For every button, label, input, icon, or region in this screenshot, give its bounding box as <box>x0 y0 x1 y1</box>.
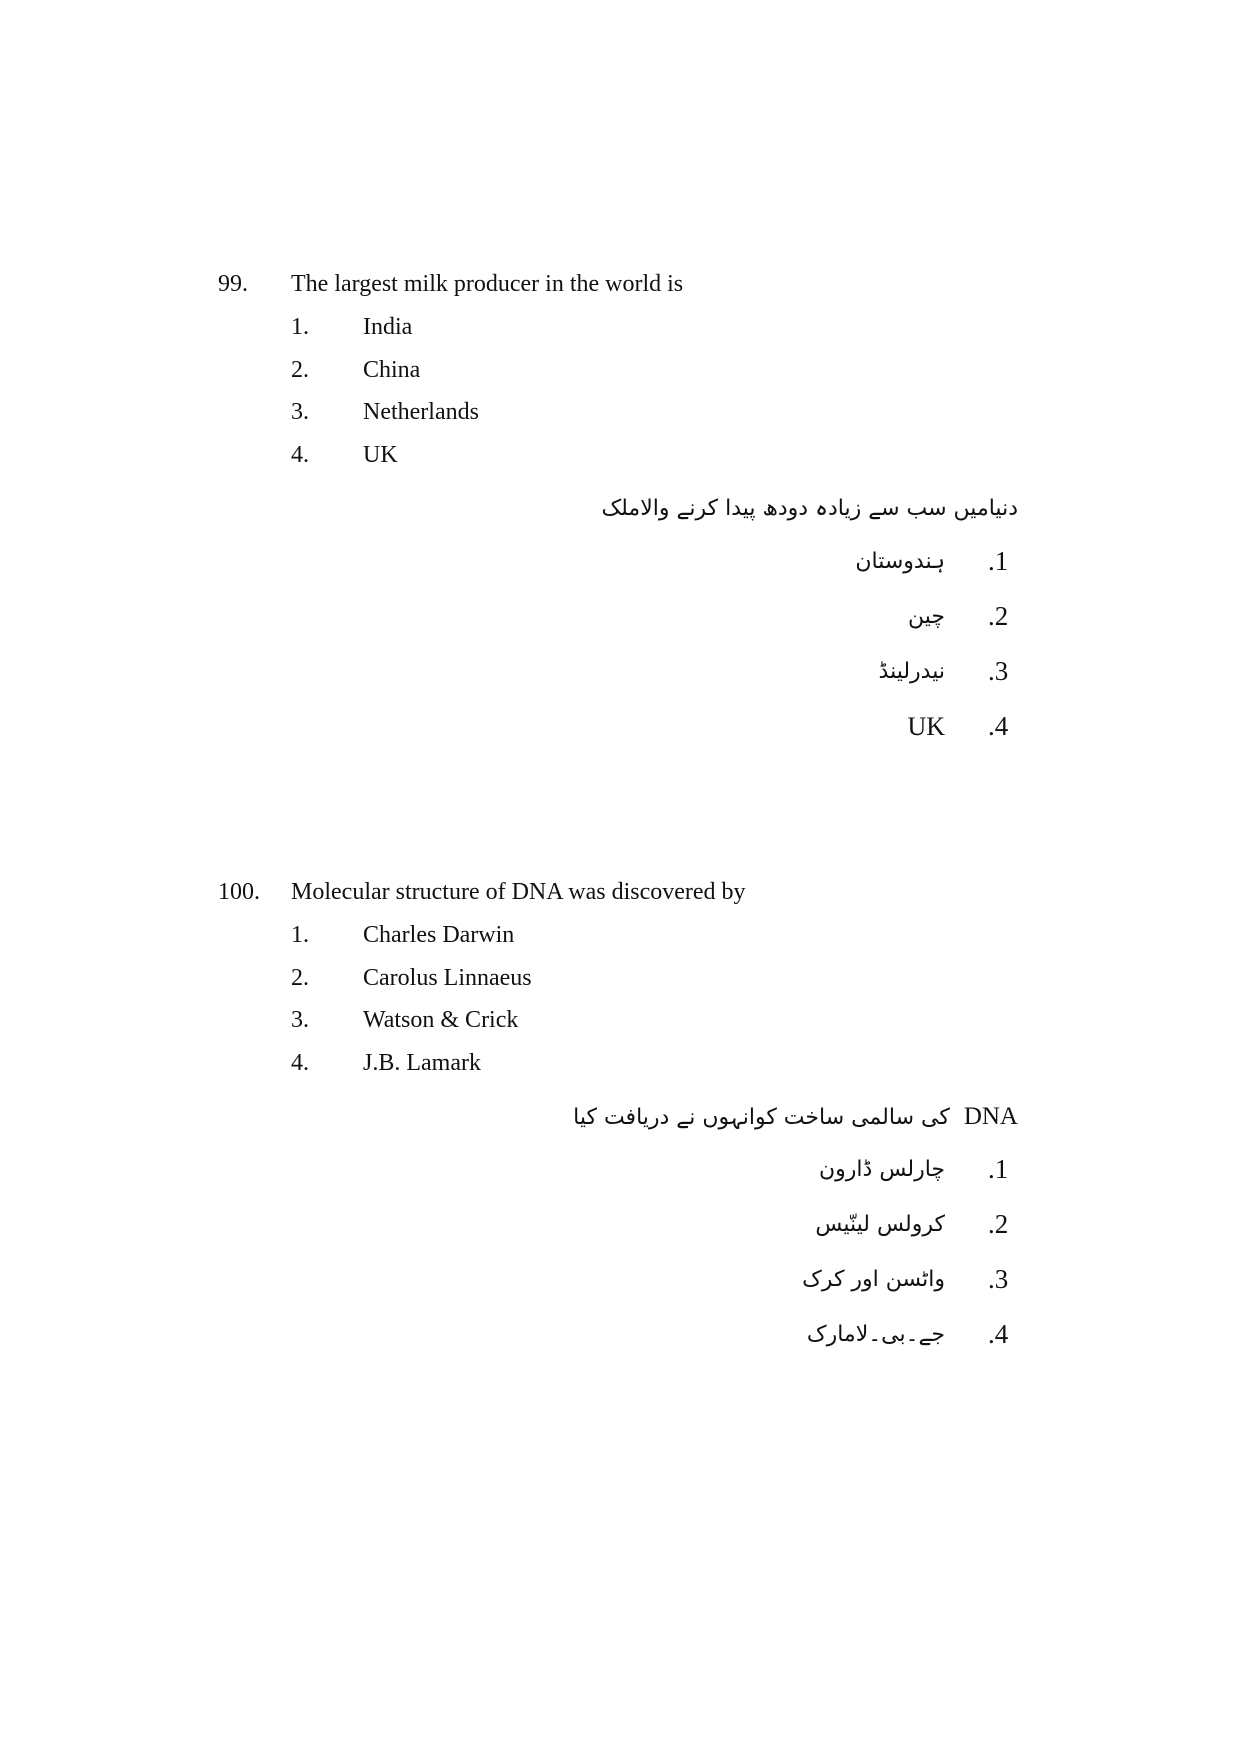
option <box>0 391 1240 434</box>
option-number: 1. <box>291 314 309 340</box>
option-number: 1. <box>291 922 309 948</box>
urdu-option-text: واٹسن اور کرک <box>802 1267 945 1292</box>
urdu-option <box>0 589 1240 644</box>
urdu-option-text: نیدرلینڈ <box>878 659 945 684</box>
option-number: 4. <box>291 1049 309 1076</box>
option <box>0 1042 1240 1085</box>
option <box>0 434 1240 477</box>
urdu-option <box>0 644 1240 699</box>
question-100 <box>0 870 1240 1362</box>
urdu-translation <box>0 1092 1240 1362</box>
option-number: 3. <box>291 1007 309 1033</box>
urdu-option-number: .4 <box>988 1319 1009 1349</box>
urdu-option-number: .4 <box>988 711 1009 741</box>
urdu-question-prefix: DNA <box>963 1103 1018 1130</box>
option-text: India <box>363 314 413 340</box>
urdu-option-text: ہندوستان <box>855 549 945 574</box>
urdu-option-number: .1 <box>988 1154 1009 1184</box>
question-text: The largest milk producer in the world is <box>291 271 684 297</box>
option <box>0 957 1240 1000</box>
option-text: J.B. Lamark <box>363 1049 481 1076</box>
option-number: 2. <box>291 964 309 991</box>
urdu-option-number: .1 <box>988 546 1009 576</box>
urdu-question-text: دنیامیں سب سے زیادہ دودھ پیدا کرنے والاملک <box>601 496 1018 521</box>
urdu-option-text: چین <box>908 604 945 629</box>
question-number: 99. <box>218 271 248 297</box>
question-line <box>0 262 1240 306</box>
question-number: 100. <box>218 879 260 905</box>
urdu-option <box>0 1197 1240 1252</box>
option-text: China <box>363 356 421 383</box>
urdu-question-body: کی سالمی ساخت کوانہوں نے دریافت کیا <box>573 1105 950 1130</box>
urdu-option-number: .3 <box>988 1264 1009 1294</box>
option-text: Carolus Linnaeus <box>363 964 532 991</box>
urdu-option <box>0 1252 1240 1307</box>
urdu-option <box>0 1142 1240 1197</box>
urdu-option-text: چارلس ڈارون <box>819 1157 945 1182</box>
urdu-question-text <box>573 1092 1018 1143</box>
question-line <box>0 870 1240 914</box>
urdu-question-line <box>0 484 1240 534</box>
option-text: UK <box>363 441 398 468</box>
urdu-translation <box>0 484 1240 754</box>
option-number: 3. <box>291 399 309 425</box>
option-text: Watson & Crick <box>363 1007 519 1033</box>
urdu-option-text: کرولس لینّیس <box>815 1212 945 1237</box>
urdu-option-text: UK <box>907 712 945 741</box>
option-number: 4. <box>291 441 309 468</box>
option-text: Netherlands <box>363 399 479 425</box>
urdu-option <box>0 1307 1240 1362</box>
urdu-option <box>0 534 1240 589</box>
urdu-option-number: .2 <box>988 1209 1009 1239</box>
urdu-option <box>0 699 1240 754</box>
option <box>0 306 1240 349</box>
urdu-option-number: .2 <box>988 601 1009 631</box>
option-number: 2. <box>291 356 309 383</box>
question-99 <box>0 262 1240 754</box>
option <box>0 349 1240 392</box>
urdu-option-text: جے۔بی۔لامارک <box>806 1322 945 1347</box>
urdu-option-number: .3 <box>988 656 1009 686</box>
question-text: Molecular structure of DNA was discovered by <box>291 879 746 905</box>
option <box>0 999 1240 1042</box>
option-text: Charles Darwin <box>363 922 515 948</box>
option <box>0 914 1240 957</box>
urdu-question-line <box>0 1092 1240 1142</box>
